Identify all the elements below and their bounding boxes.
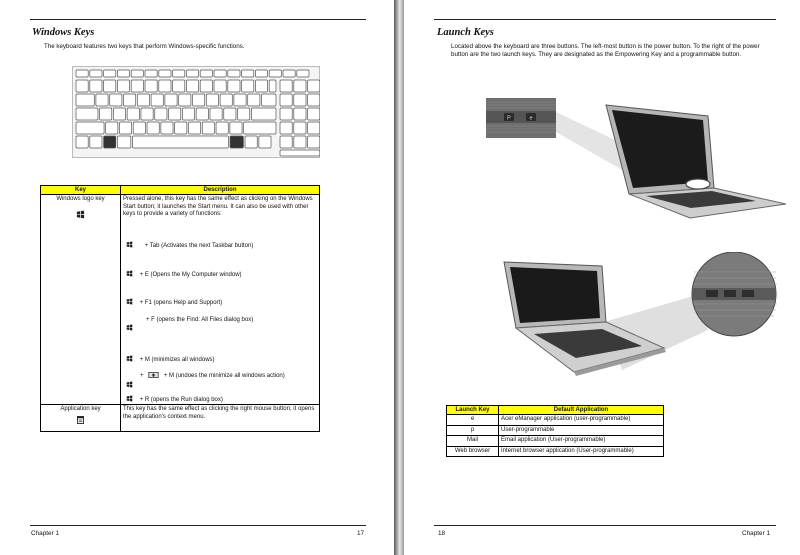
- combo-text: + E (Opens the My Computer window): [139, 272, 242, 278]
- keyboard-key: [294, 80, 306, 92]
- windows-key: [104, 136, 116, 148]
- table-row: [41, 195, 121, 405]
- application-cell: Acer eManager application (user-programmable): [499, 415, 664, 426]
- application-key-description: This key has the same effect as clicking the right mouse button; it opens the application's context menu.: [121, 405, 320, 432]
- footer-chapter: Chapter 1: [31, 530, 60, 537]
- keyboard-key: [161, 122, 173, 134]
- footer-page-number: 17: [357, 530, 365, 537]
- footer-chapter: Chapter 1: [742, 530, 771, 537]
- combo-f: [126, 317, 253, 325]
- keyboard-key: [90, 80, 102, 92]
- windows-logo-icon: [126, 324, 133, 331]
- page-right: [404, 0, 800, 555]
- windows-logo-icon: [126, 381, 133, 388]
- launch-button-e-label: e: [529, 115, 533, 122]
- keyboard-key: [96, 94, 108, 106]
- application-cell: User-programmable: [499, 425, 664, 436]
- combo-text: + Tab (Activates the next Taskbar button): [144, 243, 254, 249]
- intro-text: Located above the keyboard are three buttons. The left-most button is the power button. To the right of the power button are the two launch keys. They are designated as the Empowering Key and a programmable button.: [451, 43, 760, 58]
- keyboard-key: [175, 122, 187, 134]
- keyboard-key: [255, 70, 267, 77]
- keyboard-key: [242, 80, 254, 92]
- keyboard-key: [90, 136, 102, 148]
- keyboard-key: [308, 108, 320, 120]
- header-rule: [30, 19, 366, 20]
- combo-e: [126, 270, 242, 280]
- keyboard-diagram: [72, 66, 320, 158]
- keyboard-key: [147, 122, 159, 134]
- keyboard-key: [106, 122, 118, 134]
- keyboard-key: [117, 136, 130, 148]
- table-row: [41, 405, 121, 432]
- windows-key: [230, 136, 243, 148]
- laptop-overview-illustration: [494, 252, 784, 392]
- keyboard-key: [173, 70, 185, 77]
- keyboard-key: [308, 136, 320, 148]
- windows-logo-icon: [126, 395, 133, 402]
- keyboard-key: [259, 136, 271, 148]
- col-header-key: Key: [41, 186, 121, 195]
- keyboard-key: [173, 80, 185, 92]
- combo-text: + F (opens the Find: All Files dialog box): [146, 317, 254, 323]
- binding-gutter: [394, 0, 404, 555]
- keyboard-key: [255, 80, 267, 92]
- keyboard-key: [186, 80, 198, 92]
- keyboard-key: [100, 108, 112, 120]
- page-left: [0, 0, 394, 555]
- keyboard-key: [76, 136, 88, 148]
- keyboard-key: [280, 108, 292, 120]
- keyboard-key: [182, 108, 194, 120]
- keyboard-key: [280, 150, 320, 156]
- windows-key-description: Pressed alone, this key has the same effect as clicking on the Windows Start button; it launches the Start menu. It can also be used with other keys to provide a variety of functions:: [123, 196, 313, 217]
- application-cell: Email application (User-programmable): [499, 436, 664, 447]
- intro-text: The keyboard features two keys that perform Windows-specific functions.: [44, 43, 245, 50]
- keyboard-key: [110, 94, 122, 106]
- header-rule: [434, 19, 776, 20]
- keyboard-key: [245, 136, 257, 148]
- keyboard-key: [202, 122, 214, 134]
- keyboard-key: [179, 94, 191, 106]
- windows-key-description-cell: [121, 195, 320, 405]
- section-heading-launch-keys: Launch Keys: [437, 27, 494, 38]
- keyboard-key: [216, 122, 228, 134]
- keyboard-key: [308, 94, 320, 106]
- keyboard-key: [230, 122, 242, 134]
- keyboard-key: [188, 122, 200, 134]
- keyboard-key: [76, 80, 88, 92]
- keyboard-key: [76, 108, 98, 120]
- launch-button-p-label: P: [507, 115, 511, 122]
- keyboard-key: [141, 108, 153, 120]
- table-row: [447, 425, 664, 436]
- keyboard-key: [206, 94, 218, 106]
- keyboard-key: [124, 94, 136, 106]
- keyboard-key: [90, 70, 102, 77]
- windows-logo-icon: [126, 298, 133, 305]
- keyboard-key: [159, 70, 171, 77]
- combo-tab: [126, 241, 253, 251]
- keyboard-key: [308, 122, 320, 134]
- combo-text: + F1 (opens Help and Support): [139, 300, 223, 306]
- keyboard-key: [280, 80, 292, 92]
- keyboard-key: [297, 70, 309, 77]
- keyboard-key: [220, 94, 232, 106]
- launch-key-cell: Web browser: [447, 446, 499, 457]
- keyboard-key: [244, 122, 276, 134]
- launch-key-cell: p: [447, 425, 499, 436]
- keyboard-key: [165, 94, 177, 106]
- shift-key-icon: [148, 372, 159, 378]
- keyboard-key: [283, 70, 295, 77]
- application-cell: Internet browser application (User-programmable): [499, 446, 664, 457]
- keyboard-key: [238, 108, 250, 120]
- col-header-launch-key: Launch Key: [447, 406, 499, 415]
- windows-logo-icon: [126, 355, 133, 362]
- keyboard-key: [193, 94, 205, 106]
- footer-rule: [30, 525, 366, 526]
- combo-r: [126, 395, 223, 405]
- keyboard-key: [210, 108, 222, 120]
- keyboard-key: [294, 94, 306, 106]
- keyboard-key: [294, 108, 306, 120]
- keyboard-key: [251, 108, 276, 120]
- launch-key-cell: e: [447, 415, 499, 426]
- keyboard-key: [132, 136, 228, 148]
- keyboard-key: [280, 122, 292, 134]
- keyboard-key: [133, 122, 145, 134]
- keyboard-key: [269, 70, 281, 77]
- col-header-description: Description: [121, 186, 320, 195]
- keyboard-key: [155, 108, 167, 120]
- keyboard-key: [76, 70, 88, 77]
- keyboard-key: [104, 80, 116, 92]
- keyboard-key: [145, 80, 157, 92]
- keyboard-key: [119, 122, 131, 134]
- keyboard-key: [137, 94, 149, 106]
- windows-keys-table: [40, 185, 320, 432]
- keyboard-key: [127, 108, 139, 120]
- launch-keys-table: [446, 405, 664, 457]
- combo-m: [126, 355, 215, 365]
- application-key-label: Application key: [60, 406, 101, 412]
- keyboard-key: [131, 80, 143, 92]
- windows-logo-icon: [126, 270, 133, 277]
- keyboard-key: [228, 70, 240, 77]
- keyboard-key: [248, 94, 260, 106]
- keyboard-key: [214, 80, 226, 92]
- footer-page-number: 18: [438, 530, 446, 537]
- windows-logo-key-label: Windows logo key: [56, 196, 105, 202]
- section-heading-windows-keys: Windows Keys: [32, 27, 95, 38]
- keyboard-key: [196, 108, 208, 120]
- keyboard-key: [242, 70, 254, 77]
- col-header-default-application: Default Application: [499, 406, 664, 415]
- keyboard-key: [214, 70, 226, 77]
- keyboard-key: [228, 80, 240, 92]
- keyboard-key: [280, 94, 292, 106]
- keyboard-key: [294, 122, 306, 134]
- keyboard-key: [224, 108, 236, 120]
- application-key-icon: [77, 416, 84, 424]
- combo-text: + R (opens the Run dialog box): [139, 397, 223, 403]
- keyboard-key: [117, 70, 129, 77]
- keyboard-key: [151, 94, 163, 106]
- keyboard-key: [200, 70, 212, 77]
- windows-logo-icon: [76, 210, 85, 219]
- combo-f1: [126, 298, 222, 308]
- keyboard-key: [262, 94, 277, 106]
- combo-text: + M (minimizes all windows): [139, 357, 215, 363]
- keyboard-key: [145, 70, 157, 77]
- keyboard-key: [169, 108, 181, 120]
- keyboard-key: [234, 94, 246, 106]
- combo-shift-m: [126, 372, 285, 381]
- launch-key-cell: Mail: [447, 436, 499, 447]
- keyboard-key: [104, 70, 116, 77]
- keyboard-key: [117, 80, 129, 92]
- combo-text: + M (undoes the minimize all windows action): [163, 373, 285, 379]
- keyboard-key: [76, 122, 104, 134]
- windows-logo-icon: [126, 241, 133, 248]
- keyboard-key: [200, 80, 212, 92]
- keyboard-key: [76, 94, 94, 106]
- keyboard-key: [294, 136, 306, 148]
- keyboard-key: [113, 108, 125, 120]
- keyboard-key: [308, 80, 320, 92]
- table-row: [447, 436, 664, 447]
- keyboard-key: [159, 80, 171, 92]
- keyboard-key: [186, 70, 198, 77]
- combo-plus: +: [140, 373, 144, 379]
- keyboard-key: [269, 80, 276, 92]
- launch-keys-closeup-illustration: [486, 90, 786, 220]
- table-row: [447, 446, 664, 457]
- keyboard-key: [131, 70, 143, 77]
- keyboard-key: [280, 136, 292, 148]
- table-row: [447, 415, 664, 426]
- footer-rule: [434, 525, 776, 526]
